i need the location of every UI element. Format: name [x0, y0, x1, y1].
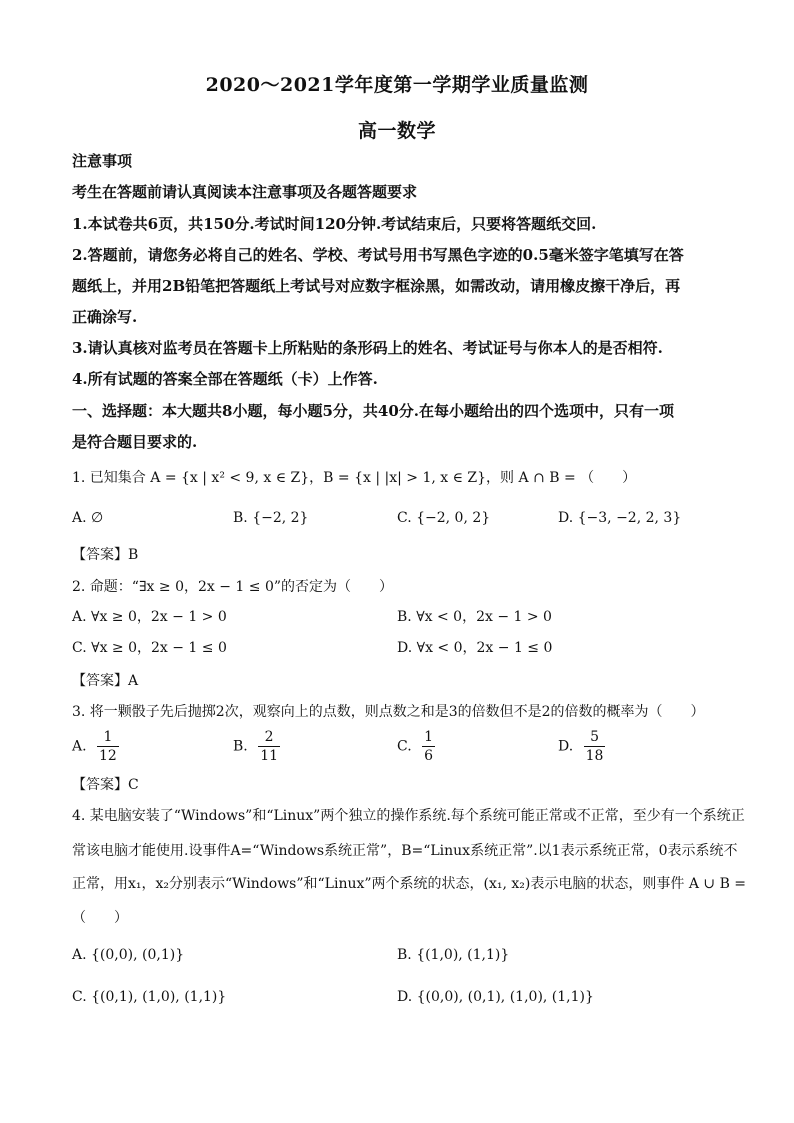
q2-stem: 2. 命题：“∃x ≥ 0，2x − 1 ≤ 0”的否定为（ ） [72, 579, 394, 595]
q2-answer: 【答案】A [72, 673, 139, 689]
q1-stem: 1. 已知集合 A = {x | x² < 9, x ∈ Z}，B = {x | |x| > 1, x ∈ Z}，则 A ∩ B = （ ） [72, 470, 637, 486]
q3-answer: 【答案】C [72, 777, 139, 793]
q1-option-d: D. {−3, −2, 2, 3} [558, 510, 682, 526]
q3-option-c [397, 728, 435, 765]
q3-option-c-denominator: 6 [424, 748, 434, 764]
q4-option-a: A. {(0,0), (0,1)} [72, 947, 185, 963]
notice-item-4: 4.所有试题的答案全部在答题纸（卡）上作答. [72, 370, 378, 388]
q3-option-d [558, 728, 605, 765]
q2-option-a: A. ∀x ≥ 0，2x − 1 > 0 [72, 609, 227, 625]
q3-option-a-label: A. [72, 738, 87, 755]
q3-option-a-numerator: 1 [103, 729, 113, 745]
notice-heading: 注意事项 [72, 152, 133, 170]
q2-option-c: C. ∀x ≥ 0，2x − 1 ≤ 0 [72, 640, 227, 656]
q3-stem: 3. 将一颗骰子先后抛掷2次，观察向上的点数，则点数之和是3的倍数但不是2的倍数的概率为（ ） [72, 704, 705, 720]
q3-option-a-denominator: 12 [99, 748, 117, 764]
q3-option-b-label: B. [233, 738, 248, 755]
exam-subject: 高一数学 [357, 120, 436, 142]
notice-item-3: 3.请认真核对监考员在答题卡上所粘贴的条形码上的姓名、考试证号与你本人的是否相符. [72, 339, 663, 357]
notice-item-1: 1.本试卷共6页，共150分.考试时间120分钟.考试结束后，只要将答题纸交回. [72, 215, 597, 233]
exam-title: 2020～2021学年度第一学期学业质量监测 [205, 74, 589, 96]
q3-option-d-label: D. [558, 738, 574, 755]
q3-option-c-fraction [422, 728, 435, 765]
q3-option-d-denominator: 18 [585, 748, 604, 764]
notice-item-2-line-1: 2.答题前，请您务必将自己的姓名、学校、考试号用书写黑色字迹的0.5毫米签字笔填写在答 [72, 246, 684, 264]
q4-stem-line-2: 常该电脑才能使用.设事件A=“Windows系统正常”，B=“Linux系统正常”.以1表示系统正常，0表示系统不 [72, 843, 738, 859]
q1-option-a: A. ∅ [72, 510, 104, 526]
q1-option-b: B. {−2, 2} [233, 510, 309, 526]
q3-option-a [72, 728, 119, 765]
q3-option-b-fraction [258, 728, 280, 765]
section-heading-line-1: 一、选择题：本大题共8小题，每小题5分，共40分.在每小题给出的四个选项中，只有一项 [72, 402, 674, 420]
notice-intro: 考生在答题前请认真阅读本注意事项及各题答题要求 [72, 183, 418, 201]
q2-option-d: D. ∀x < 0，2x − 1 ≤ 0 [397, 640, 553, 656]
q3-option-b-denominator: 11 [260, 748, 279, 764]
q4-stem-line-3: 正常，用x₁，x₂分别表示“Windows”和“Linux”两个系统的状态，(x₁, x₂)表示电脑的状态，则事件 A ∪ B = [72, 876, 747, 892]
q3-option-d-numerator: 5 [590, 729, 600, 745]
q4-stem-line-4: （ ） [72, 910, 128, 926]
q4-option-b: B. {(1,0), (1,1)} [397, 947, 510, 963]
q1-option-c: C. {−2, 0, 2} [397, 510, 491, 526]
q4-stem-line-1: 4. 某电脑安装了“Windows”和“Linux”两个独立的操作系统.每个系统可能正常或不正常，至少有一个系统正 [72, 808, 745, 824]
q3-option-d-fraction [584, 728, 606, 765]
q3-option-b-numerator: 2 [264, 729, 274, 745]
q1-answer: 【答案】B [72, 547, 139, 563]
q3-option-b [233, 728, 280, 765]
q3-option-a-fraction [97, 728, 119, 765]
q4-option-c: C. {(0,1), (1,0), (1,1)} [72, 989, 227, 1005]
section-heading-line-2: 是符合题目要求的. [72, 433, 198, 451]
notice-item-2-line-3: 正确涂写. [72, 308, 138, 326]
notice-item-2-line-2: 题纸上，并用2B铅笔把答题纸上考试号对应数字框涂黑，如需改动，请用橡皮擦干净后，再 [72, 277, 681, 295]
q3-option-c-numerator: 1 [424, 729, 434, 745]
q4-option-d: D. {(0,0), (0,1), (1,0), (1,1)} [397, 989, 594, 1005]
q2-option-b: B. ∀x < 0，2x − 1 > 0 [397, 609, 552, 625]
q3-option-c-label: C. [397, 738, 412, 755]
